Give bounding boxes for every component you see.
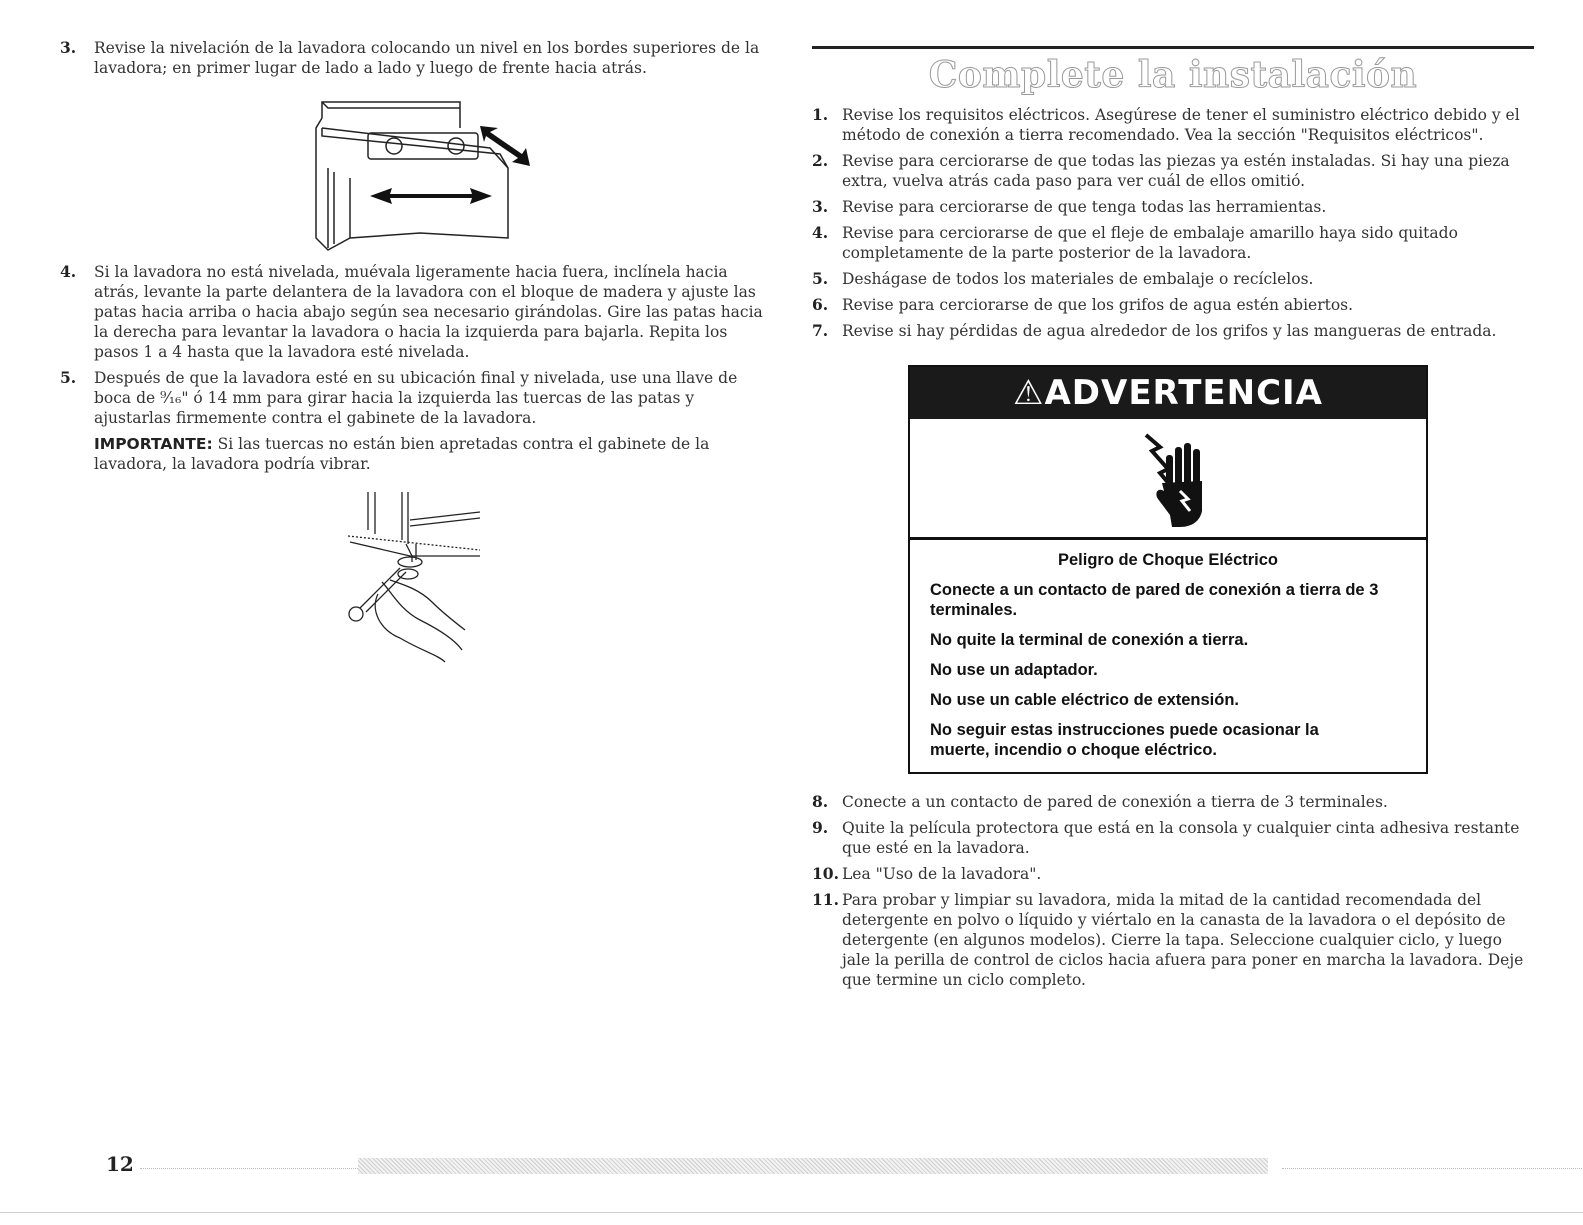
step-number: 5. — [812, 269, 829, 288]
page-footer — [100, 1150, 1500, 1180]
step-text: Lea "Uso de la lavadora". — [842, 865, 1042, 883]
hazard-title: Peligro de Choque Eléctrico — [1057, 551, 1279, 569]
step-text: Revise para cerciorarse de que los grifos de agua estén abiertos. — [842, 296, 1354, 314]
important-text: Si las tuercas no están bien apretadas contra el gabinete de la lavadora, la lavadora podría vibrar. — [94, 435, 710, 473]
step-number: 11. — [812, 890, 839, 909]
step-text: Deshágase de todos los materiales de embalaje o recíclelos. — [842, 270, 1314, 288]
washer-level-illustration — [60, 88, 775, 256]
step-text: Quite la película protectora que está en la consola y cualquier cinta adhesiva restante que esté en la lavadora. — [842, 819, 1520, 857]
right-step — [812, 197, 1534, 217]
right-step — [812, 792, 1534, 812]
right-column — [812, 38, 1534, 996]
steps-list — [812, 105, 1534, 341]
right-step — [812, 818, 1534, 858]
step-number: 1. — [812, 105, 829, 124]
page-bottom-edge — [0, 1212, 1583, 1213]
warning-icon-panel — [910, 419, 1426, 540]
step-number: 9. — [812, 818, 829, 837]
warning-header — [910, 367, 1426, 419]
electric-shock-hand-icon — [910, 419, 1426, 537]
step-number: 5. — [60, 368, 77, 387]
right-step — [812, 223, 1534, 263]
footer-hatched-bar — [358, 1158, 1268, 1174]
step-text: Para probar y limpiar su lavadora, mida la mitad de la cantidad recomendada del detergente en polvo o líquido y viértalo en la canasta de la lavadora o el depósito de detergente (en algunos modelos). Cierre la tapa. Seleccione cualquier ciclo, y luego jale la perilla de control de ciclos hacia afuera para poner en marcha la lavadora. Deje que termine un ciclo completo. — [842, 891, 1524, 989]
important-label: IMPORTANTE: — [94, 435, 213, 453]
left-step-5 — [60, 368, 775, 428]
left-column — [60, 38, 775, 680]
step-text: Conecte a un contacto de pared de conexión a tierra de 3 terminales. — [842, 793, 1388, 811]
step-number: 8. — [812, 792, 829, 811]
right-step — [812, 321, 1534, 341]
right-step — [812, 864, 1534, 884]
step-number: 3. — [60, 38, 77, 57]
right-step — [812, 890, 1534, 990]
step-text: Revise los requisitos eléctricos. Asegúrese de tener el suministro eléctrico debido y el método de conexión a tierra recomendado. Vea la sección "Requisitos eléctricos". — [842, 106, 1520, 144]
footer-dotted-rule — [140, 1168, 358, 1169]
page-number: 12 — [106, 1152, 134, 1176]
left-step-4 — [60, 262, 775, 362]
step-text: Revise para cerciorarse de que tenga todas las herramientas. — [842, 198, 1327, 216]
right-step — [812, 269, 1534, 289]
step-number: 4. — [812, 223, 829, 242]
warning-line: No quite la terminal de conexión a tierra. — [930, 631, 1249, 649]
warning-line: Conecte a un contacto de pared de conexión a tierra de 3 terminales. — [930, 581, 1379, 619]
step-number: 10. — [812, 864, 839, 883]
step-number: 2. — [812, 151, 829, 170]
right-step — [812, 295, 1534, 315]
steps-list-continued — [812, 792, 1534, 990]
right-step — [812, 151, 1534, 191]
step-text: Revise para cerciorarse de que todas las piezas ya estén instaladas. Si hay una pieza extra, vuelva atrás cada paso para ver cuál de ellos omitió. — [842, 152, 1510, 190]
step-number: 4. — [60, 262, 77, 281]
right-step — [812, 105, 1534, 145]
step-text: Si la lavadora no está nivelada, muévala ligeramente hacia fuera, inclínela hacia atrás, levante la parte delantera de la lavadora con el bloque de madera y ajuste las patas hacia arriba o hacia abajo según sea necesario girándolas. Gire las patas hacia la derecha para levantar la lavadora o hacia la izquierda para bajarla. Repita los pasos 1 a 4 hasta que la lavadora esté nivelada. — [94, 263, 763, 361]
step-text: Revise la nivelación de la lavadora colocando un nivel en los bordes superiores de la lavadora; en primer lugar de lado a lado y luego de frente hacia atrás. — [94, 39, 760, 77]
section-title: Complete la instalación — [928, 54, 1418, 96]
step-text: Revise para cerciorarse de que el fleje de embalaje amarillo haya sido quitado completamente de la parte posterior de la lavadora. — [842, 224, 1458, 262]
footer-dotted-rule — [1282, 1168, 1583, 1169]
wrench-leg-illustration — [60, 490, 775, 680]
step-text: Después de que la lavadora esté en su ubicación final y nivelada, use una llave de boca de ⁹⁄₁₆" ó 14 mm para girar hacia la izquierda las tuercas de las patas y ajustarlas firmemente contra el gabinete de la lavadora. — [94, 369, 738, 427]
warning-triangle-icon: ⚠ — [1012, 373, 1045, 413]
step-text: Revise si hay pérdidas de agua alrededor de los grifos y las mangueras de entrada. — [842, 322, 1497, 340]
step-number: 7. — [812, 321, 829, 340]
step-number: 3. — [812, 197, 829, 216]
warning-line: No seguir estas instrucciones puede ocasionar la muerte, incendio o choque eléctrico. — [930, 721, 1319, 759]
left-step-3 — [60, 38, 775, 78]
warning-line: No use un adaptador. — [930, 661, 1098, 679]
section-rule — [812, 46, 1534, 49]
warning-line: No use un cable eléctrico de extensión. — [930, 691, 1240, 709]
warning-body — [910, 540, 1426, 772]
step-number: 6. — [812, 295, 829, 314]
warning-box — [908, 365, 1428, 774]
warning-header-text: ADVERTENCIA — [1044, 373, 1323, 413]
important-note — [60, 434, 775, 474]
